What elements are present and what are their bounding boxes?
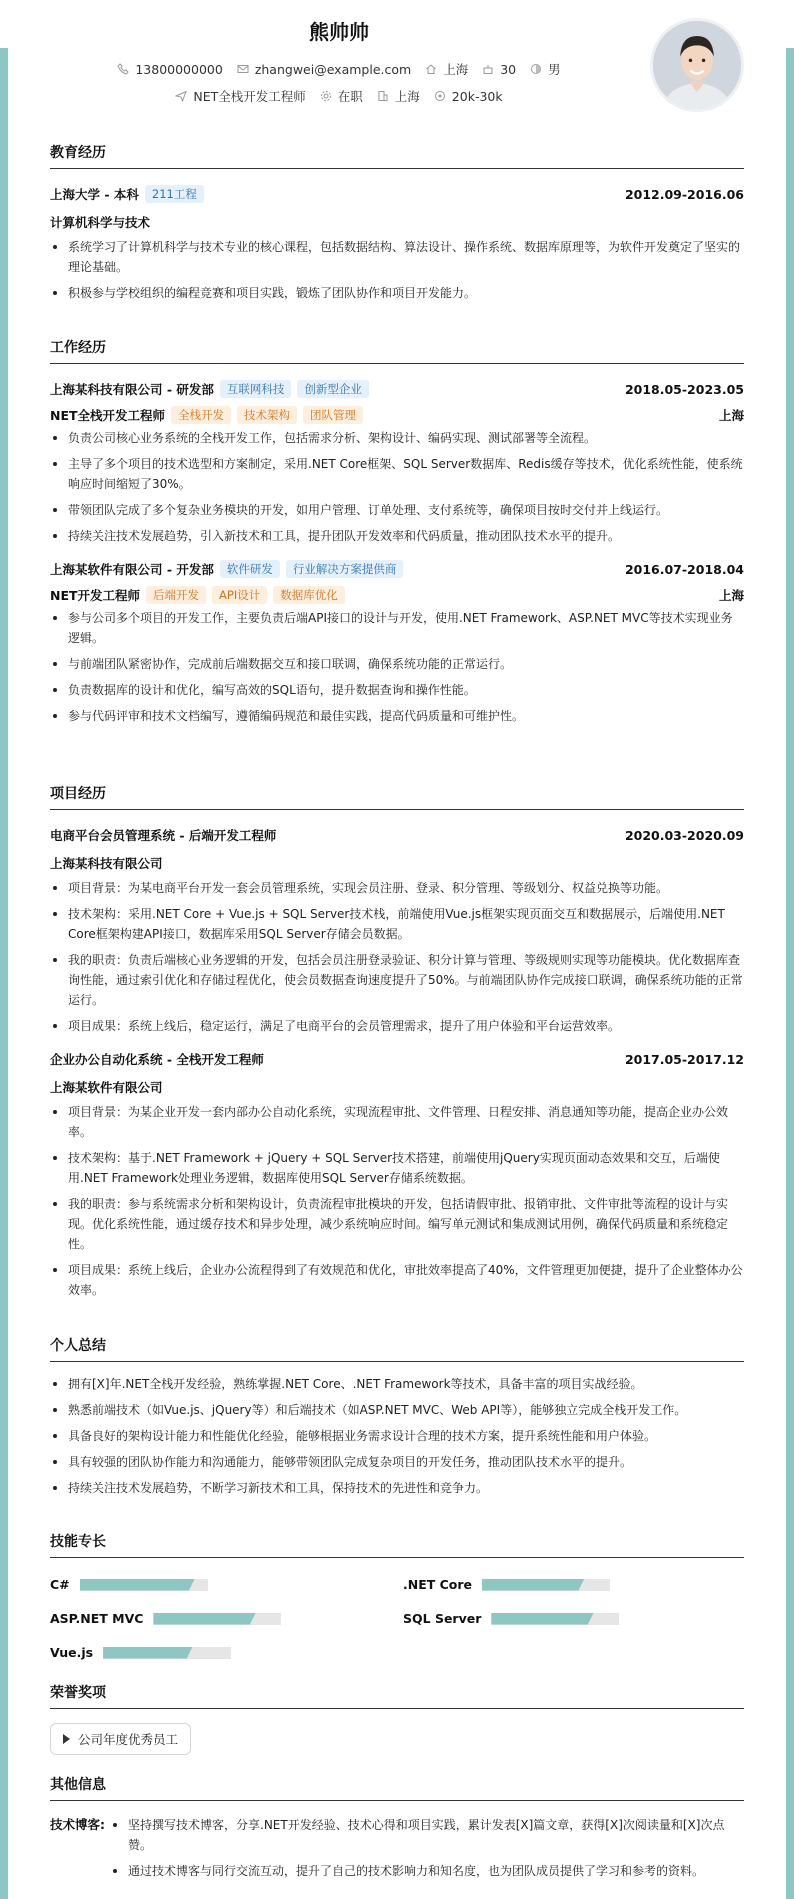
list-item: 负责数据库的设计和优化，编写高效的SQL语句，提升数据查询和操作性能。 xyxy=(50,680,744,700)
phone-icon xyxy=(117,63,129,75)
section-title: 其他信息 xyxy=(50,1774,744,1801)
list-item: 项目成果：系统上线后，稳定运行，满足了电商平台的会员管理需求，提升了用户体验和平台运营效率。 xyxy=(50,1016,744,1036)
age-item xyxy=(482,60,516,78)
list-item: 我的职责：参与系统需求分析和架构设计，负责流程审批模块的开发，包括请假审批、报销审批、文件审批等流程的设计与实现。优化系统性能，通过缓存技术和异步处理，减少系统响应时间。编写单元测试和集成测试用例，确保代码质量和系统稳定性。 xyxy=(50,1194,744,1254)
summary-bullets xyxy=(50,1374,744,1498)
summary-section xyxy=(50,1335,744,1498)
building-icon xyxy=(377,90,389,102)
skill-level-fill xyxy=(80,1579,195,1591)
company-tag: 软件研发 xyxy=(220,560,280,578)
play-icon xyxy=(63,1734,70,1744)
skill-name: ASP.NET MVC xyxy=(50,1611,144,1626)
education-date: 2012.09-2016.06 xyxy=(624,186,744,202)
project-date: 2020.03-2020.09 xyxy=(624,827,744,843)
left-accent-bar xyxy=(0,48,8,1899)
section-title: 教育经历 xyxy=(50,142,744,169)
skill-level-bar xyxy=(482,1579,610,1591)
education-bullets xyxy=(50,237,744,303)
position-item xyxy=(175,87,305,105)
role-tag: 团队管理 xyxy=(303,406,363,424)
list-item: 具备良好的架构设计能力和性能优化经验，能够根据业务需求设计合理的技术方案，提升系统性能和用户体验。 xyxy=(50,1426,744,1446)
job-location: 上海 xyxy=(718,408,744,423)
project-name: 电商平台会员管理系统 - 后端开发工程师 xyxy=(50,828,277,843)
section-title: 个人总结 xyxy=(50,1335,744,1362)
skill-name: .NET Core xyxy=(403,1577,473,1592)
school-name: 上海大学 - 本科 xyxy=(50,187,139,202)
list-item: 参与代码评审和技术文档编写，遵循编码规范和最佳实践，提高代码质量和可维护性。 xyxy=(50,706,744,726)
gender-item xyxy=(530,60,561,78)
list-item: 主导了多个项目的技术选型和方案制定，采用.NET Core框架、SQL Server数据库、Redis缓存等技术，优化系统性能，使系统响应时间缩短了30%。 xyxy=(50,454,744,494)
project-company: 上海某科技有限公司 xyxy=(50,856,163,871)
work-section xyxy=(50,337,744,726)
gear-icon xyxy=(320,90,332,102)
other-bullets xyxy=(110,1815,744,1881)
avatar xyxy=(650,18,744,112)
job-role-row xyxy=(50,406,744,424)
job-role: NET全栈开发工程师 xyxy=(50,408,166,423)
list-item: 项目背景：为某企业开发一套内部办公自动化系统，实现流程审批、文件管理、日程安排、消息通知等功能，提高企业办公效率。 xyxy=(50,1102,744,1142)
skill-item xyxy=(403,1577,610,1592)
list-item: 熟悉前端技术（如Vue.js、jQuery等）和后端技术（如ASP.NET MVC、Web API等），能够独立完成全栈开发工作。 xyxy=(50,1400,744,1420)
job-intent-row xyxy=(50,87,628,105)
gender-text: 男 xyxy=(548,62,561,77)
list-item: 坚持撰写技术博客，分享.NET开发经验、技术心得和项目实践，累计发表[X]篇文章，获得[X]次阅读量和[X]次点赞。 xyxy=(110,1815,744,1855)
job-bullets xyxy=(50,428,744,546)
age-text: 30 xyxy=(500,61,517,77)
list-item: 带领团队完成了多个复杂业务模块的开发，如用户管理、订单处理、支付系统等，确保项目按时交付并上线运行。 xyxy=(50,500,744,520)
email-item xyxy=(237,60,411,78)
skill-level-fill xyxy=(491,1613,593,1625)
job-date: 2016.07-2018.04 xyxy=(624,561,744,577)
role-tag: 后端开发 xyxy=(146,586,206,604)
skill-level-fill xyxy=(482,1579,584,1591)
gender-icon xyxy=(530,63,542,75)
skill-level-bar xyxy=(153,1613,281,1625)
phone-text: 13800000000 xyxy=(135,61,223,77)
right-accent-bar xyxy=(786,48,794,1899)
list-item: 积极参与学校组织的编程竞赛和项目实践，锻炼了团队协作和项目开发能力。 xyxy=(50,283,744,303)
role-tag: 全栈开发 xyxy=(171,406,231,424)
education-entry-header xyxy=(50,185,744,203)
job-location: 上海 xyxy=(718,588,744,603)
awards-list xyxy=(50,1723,744,1755)
award-item xyxy=(50,1723,191,1755)
project-name: 企业办公自动化系统 - 全栈开发工程师 xyxy=(50,1052,264,1067)
role-tag: 数据库优化 xyxy=(273,586,345,604)
skill-name: Vue.js xyxy=(50,1645,94,1660)
list-item: 系统学习了计算机科学与技术专业的核心课程，包括数据结构、算法设计、操作系统、数据库原理等，为软件开发奠定了坚实的理论基础。 xyxy=(50,237,744,277)
skill-level-bar xyxy=(103,1647,231,1659)
position-text: NET全栈开发工程师 xyxy=(193,89,306,104)
job-entry-header xyxy=(50,560,744,578)
skill-level-fill xyxy=(153,1613,255,1625)
skill-name: SQL Server xyxy=(403,1611,482,1626)
list-item: 我的职责：负责后端核心业务逻辑的开发，包括会员注册登录验证、积分计算与管理、等级规则实现等功能模块。优化数据库查询性能，通过索引优化和存储过程优化，使会员数据查询速度提升了50%。与前端团队协作完成接口联调，确保系统功能的正常运行。 xyxy=(50,950,744,1010)
status-text: 在职 xyxy=(337,89,363,104)
skill-name: C# xyxy=(50,1577,70,1592)
section-title: 工作经历 xyxy=(50,337,744,364)
project-date: 2017.05-2017.12 xyxy=(624,1051,744,1067)
list-item: 通过技术博客与同行交流互动，提升了自己的技术影响力和知名度，也为团队成员提供了学习和参考的资料。 xyxy=(110,1861,744,1881)
other-section xyxy=(50,1774,744,1881)
salary-item xyxy=(434,87,503,105)
list-item: 项目成果：系统上线后，企业办公流程得到了有效规范和优化，审批效率提高了40%，文件管理更加便捷，提升了企业整体办公效率。 xyxy=(50,1260,744,1300)
email-text: zhangwei@example.com xyxy=(254,61,412,77)
other-label: 技术博客: xyxy=(50,1817,105,1832)
job-entry-header xyxy=(50,380,744,398)
list-item: 持续关注技术发展趋势，不断学习新技术和工具，保持技术的先进性和竞争力。 xyxy=(50,1478,744,1498)
company-tag: 互联网科技 xyxy=(220,380,292,398)
project-entry-header xyxy=(50,826,744,844)
skill-level-bar xyxy=(491,1613,619,1625)
list-item: 拥有[X]年.NET全栈开发经验，熟练掌握.NET Core、.NET Framework等技术，具备丰富的项目实战经验。 xyxy=(50,1374,744,1394)
project-company: 上海某软件有限公司 xyxy=(50,1080,163,1095)
send-icon xyxy=(175,90,187,102)
city-item xyxy=(425,60,468,78)
job-bullets xyxy=(50,608,744,726)
company-name: 上海某科技有限公司 - 研发部 xyxy=(50,382,214,397)
status-item xyxy=(320,87,363,105)
section-title: 技能专长 xyxy=(50,1531,744,1558)
city-text: 上海 xyxy=(443,62,469,77)
target-city-text: 上海 xyxy=(394,89,420,104)
home-icon xyxy=(425,63,437,75)
job-role-row xyxy=(50,586,744,604)
role-tag: API设计 xyxy=(212,586,267,604)
salary-text: 20k-30k xyxy=(451,88,503,104)
project-entry-header xyxy=(50,1050,744,1068)
award-name: 公司年度优秀员工 xyxy=(78,1732,179,1747)
skill-level-bar xyxy=(80,1579,208,1591)
cake-icon xyxy=(482,63,494,75)
section-title: 荣誉奖项 xyxy=(50,1682,744,1709)
contact-row xyxy=(50,60,628,78)
skill-item xyxy=(50,1577,208,1592)
company-tag: 创新型企业 xyxy=(297,380,369,398)
candidate-name: 熊帅帅 xyxy=(309,20,369,44)
list-item: 参与公司多个项目的开发工作，主要负责后端API接口的设计与开发，使用.NET Framework、ASP.NET MVC等技术实现业务逻辑。 xyxy=(50,608,744,648)
mail-icon xyxy=(237,63,249,75)
skill-item xyxy=(403,1611,619,1626)
job-date: 2018.05-2023.05 xyxy=(624,381,744,397)
company-tag: 行业解决方案提供商 xyxy=(286,560,404,578)
major-name: 计算机科学与技术 xyxy=(50,215,151,230)
school-tag: 211工程 xyxy=(145,185,204,203)
project-bullets xyxy=(50,1102,744,1300)
resume-page xyxy=(50,0,744,1899)
list-item: 负责公司核心业务系统的全栈开发工作，包括需求分析、架构设计、编码实现、测试部署等全流程。 xyxy=(50,428,744,448)
list-item: 技术架构：采用.NET Core + Vue.js + SQL Server技术栈，前端使用Vue.js框架实现页面交互和数据展示，后端使用.NET Core框架构建API接口，数据库采用SQL Server存储会员数据。 xyxy=(50,904,744,944)
other-row xyxy=(50,1815,744,1881)
awards-section xyxy=(50,1682,744,1755)
avatar-portrait xyxy=(653,21,741,109)
list-item: 技术架构：基于.NET Framework + jQuery + SQL Server技术搭建，前端使用jQuery实现页面动态效果和交互，后端使用.NET Framework处理业务逻辑，数据库使用SQL Server存储系统数据。 xyxy=(50,1148,744,1188)
phone-item xyxy=(117,60,222,78)
projects-section xyxy=(50,783,744,1300)
company-name: 上海某软件有限公司 - 开发部 xyxy=(50,562,214,577)
list-item: 与前端团队紧密协作，完成前后端数据交互和接口联调，确保系统功能的正常运行。 xyxy=(50,654,744,674)
skill-level-fill xyxy=(103,1647,193,1659)
skill-item xyxy=(50,1645,231,1660)
list-item: 项目背景：为某电商平台开发一套会员管理系统，实现会员注册、登录、积分管理、等级划分、权益兑换等功能。 xyxy=(50,878,744,898)
project-bullets xyxy=(50,878,744,1036)
job-role: NET开发工程师 xyxy=(50,588,141,603)
list-item: 持续关注技术发展趋势，引入新技术和工具，提升团队开发效率和代码质量，推动团队技术水平的提升。 xyxy=(50,526,744,546)
list-item: 具有较强的团队协作能力和沟通能力，能够带领团队完成复杂项目的开发任务，推动团队技术水平的提升。 xyxy=(50,1452,744,1472)
resume-header xyxy=(50,0,744,130)
skills-section xyxy=(50,1531,744,1671)
education-section xyxy=(50,142,744,303)
coin-icon xyxy=(434,90,446,102)
section-title: 项目经历 xyxy=(50,783,744,810)
skill-item xyxy=(50,1611,281,1626)
role-tag: 技术架构 xyxy=(237,406,297,424)
target-city-item xyxy=(377,87,420,105)
